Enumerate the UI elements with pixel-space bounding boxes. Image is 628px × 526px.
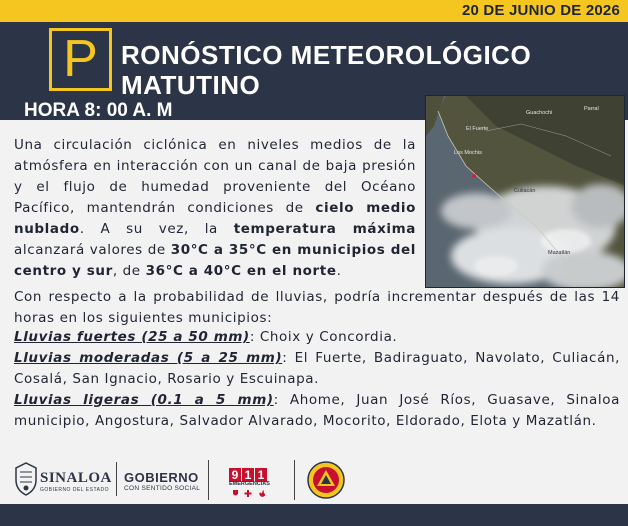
map-label-3: Los Mochis (454, 150, 482, 156)
map-label-5: Mazatlán (548, 250, 571, 256)
emergency-icons (231, 489, 271, 498)
state-seal-icon (14, 462, 38, 496)
rain-heavy-municipalities: : Choix y Concordia. (249, 329, 398, 345)
footer-divider-1 (116, 462, 117, 496)
rain-intro-paragraph: Con respecto a la probabilidad de lluvias, podría incrementar después de las 14 horas en los siguientes municipios: (14, 289, 620, 326)
footer-logos (0, 456, 628, 504)
gobierno-logo-subtext: CON SENTIDO SOCIAL (124, 485, 201, 492)
gobierno-logo-text: GOBIERNO (124, 470, 199, 485)
forecast-text-5: . (336, 263, 342, 279)
flame-icon (259, 490, 265, 497)
rain-light-municipalities: : Ahome, Juan José Ríos, Guasave, Sinaloa municipio, Angostura, Salvador Alvarado, Mocorito, Eldorado, Elota y Mazatlán. (14, 392, 620, 429)
emergency-911-number (229, 464, 271, 480)
sinaloa-logo-subtext: GOBIERNO DEL ESTADO (40, 487, 109, 493)
cloud-mass-4 (441, 193, 511, 229)
bulletin-date: 20 DE JUNIO DE 2026 (461, 2, 620, 19)
forecast-text-4: , de (112, 263, 146, 279)
cross-icon (245, 490, 252, 497)
civil-protection-emblem-icon (307, 460, 345, 500)
bottom-navy-strip (0, 504, 628, 526)
sinaloa-logo-text: SINALOA (40, 470, 112, 486)
forecast-bold-3: 30°C a 35°C en municipios del centro y sur (14, 242, 417, 279)
satellite-map-svg (426, 96, 625, 288)
shield-icon (233, 490, 238, 496)
emergency-label: EMERGENCIAS (229, 481, 270, 487)
forecast-text-3: alcanzará valores de (14, 242, 171, 258)
map-label-0: Guachochi (526, 110, 553, 116)
satellite-map-image (425, 95, 625, 288)
forecast-text-1: Una circulación ciclónica en niveles medios de la atmósfera en interacción con un canal de baja presión y el flujo de humedad proveniente del Océano Pacífico, mantendrán condiciones de (14, 137, 416, 216)
rain-heavy-label: Lluvias fuertes (25 a 50 mm) (14, 329, 250, 345)
map-label-2: El Fuerte (466, 126, 489, 132)
rain-moderate-label: Lluvias moderadas (5 a 25 mm) (14, 350, 283, 366)
map-label-4: Culiacán (514, 188, 536, 194)
footer-divider-3 (294, 460, 295, 500)
footer-divider-2 (208, 460, 209, 500)
forecast-bold-2: temperatura máxima (233, 221, 416, 237)
rain-heavy-line (14, 327, 620, 348)
p-logo-box (49, 28, 112, 91)
cloud-core-2 (474, 256, 518, 276)
rain-light-line (14, 390, 620, 432)
rain-moderate-municipalities: : El Fuerte, Badiraguato, Navolato, Culiacán, Cosalá, San Ignacio, Rosario y Escuinapa. (14, 350, 620, 387)
p-logo-letter: P (63, 30, 98, 88)
rain-moderate-line (14, 348, 620, 390)
map-label-1: Parral (584, 106, 599, 112)
bulletin-hour: HORA 8: 00 A. M (24, 100, 173, 121)
emergency-digit: 9 (229, 468, 241, 482)
forecast-text-2: . A su vez, la (79, 221, 234, 237)
forecast-paragraph (14, 135, 416, 282)
emergency-digit: 1 (255, 468, 267, 482)
emergency-digit: 1 (242, 468, 254, 482)
page-title: RONÓSTICO METEOROLÓGICO MATUTINO (121, 40, 532, 100)
forecast-bold-1: cielo medio nublado (14, 200, 416, 237)
top-yellow-strip (0, 0, 628, 22)
rain-light-label: Lluvias ligeras (0.1 a 5 mm) (14, 392, 274, 408)
forecast-bold-4: 36°C a 40°C en el norte (145, 263, 337, 279)
map-marker (472, 174, 476, 178)
